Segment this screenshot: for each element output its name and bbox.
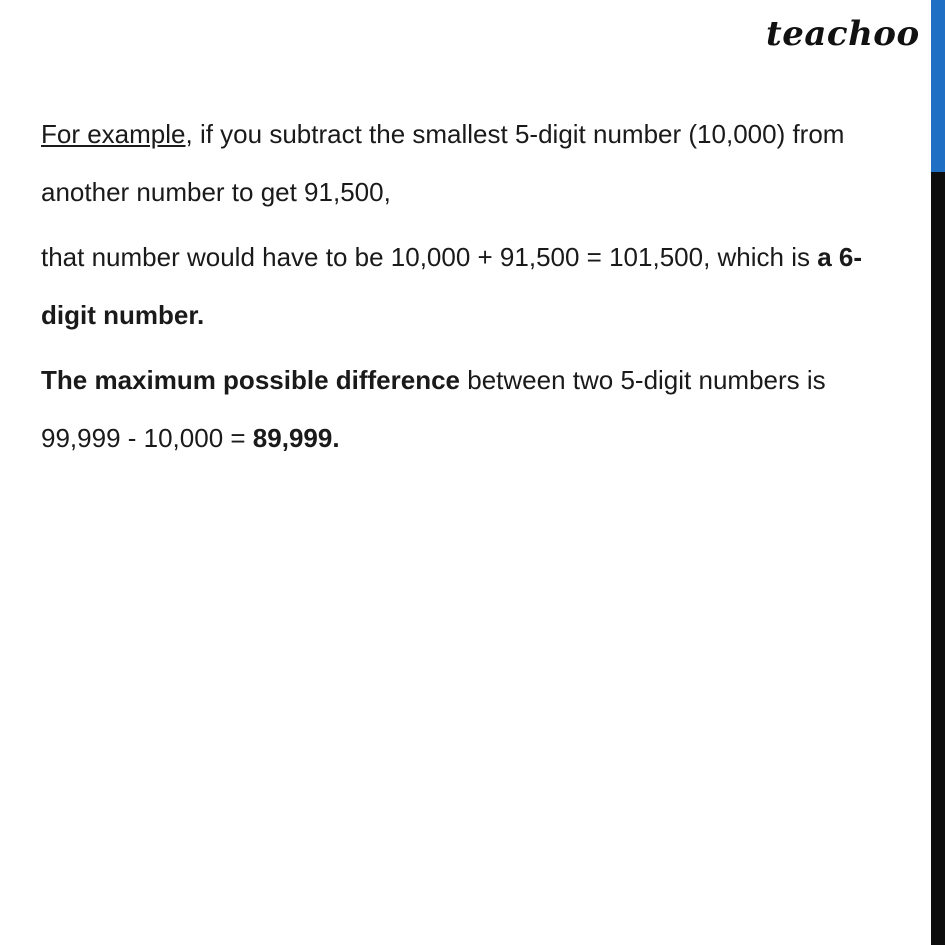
- teachoo-logo: teachoo: [766, 14, 920, 54]
- max-difference-text: between two 5-digit numbers is 99,999 - 10,000 =: [41, 365, 826, 453]
- explanation-text: [41, 105, 911, 474]
- side-scrollbar: [931, 0, 945, 945]
- six-digit-text: that number would have to be 10,000 + 91,500 = 101,500, which is: [41, 242, 818, 272]
- max-difference-result: 89,999.: [252, 423, 340, 453]
- paragraph-six-digit: [41, 228, 911, 344]
- six-digit-bold: a 6-digit number.: [41, 242, 863, 330]
- example-text: , if you subtract the smallest 5-digit number (10,000) from another number to get 91,500,: [41, 119, 845, 207]
- example-lead: For example: [41, 119, 186, 149]
- max-difference-lead: The maximum possible difference: [41, 365, 461, 395]
- paragraph-example: [41, 105, 911, 221]
- paragraph-max-difference: [41, 351, 911, 467]
- side-scrollbar-accent: [931, 0, 945, 172]
